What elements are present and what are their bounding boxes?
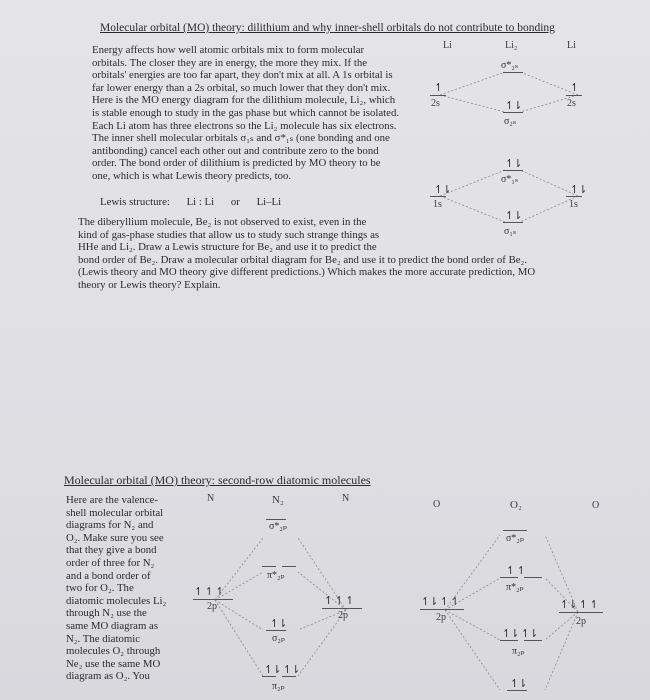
li-left-1s-label: 1s — [433, 199, 442, 210]
li2-label: Li₂ — [505, 40, 518, 51]
paragraph-line: Here is the MO energy diagram for the dilithium molecule, Li₂, which — [92, 94, 396, 107]
o2-pi-star-level-a — [500, 577, 518, 578]
o2-pi-2p-electrons: ↿⇂ ↿⇂ — [502, 627, 538, 640]
o-right-label: O — [592, 500, 600, 511]
paragraph-line: same MO diagram as — [66, 619, 159, 632]
o2-sigma-2p-electrons: ↿⇂ — [510, 677, 527, 690]
question-line: bond order of Be₂. Draw a molecular orbital diagram for Be₂ and use it to predict the bond order of Be₂. — [78, 253, 528, 266]
o-left-label: O — [433, 499, 441, 510]
sigma-2s-label: σ₂ₛ — [504, 116, 517, 127]
n2-sigma-star-2p-label: σ*₂ₚ — [269, 521, 287, 532]
n2-label: N₂ — [272, 494, 284, 506]
paragraph-line: and a bond order of — [66, 569, 151, 582]
n-right-2p-electrons: ↿ ↿ ↿ — [324, 594, 354, 607]
paragraph-line: through N₂ use the — [66, 607, 147, 620]
li-left-2s-label: 2s — [431, 98, 440, 109]
lewis-label: Lewis structure: — [100, 196, 170, 208]
o2-pi-2p-label: π₂ₚ — [512, 646, 525, 657]
o-left-2p-level — [420, 609, 464, 610]
paragraph-line: diatomic molecules Li₂ — [66, 594, 167, 607]
paragraph-line: Ne₂ use the same MO — [66, 657, 161, 670]
lewis-form-dots: Li : Li — [186, 196, 215, 208]
n-left-2p-label: 2p — [207, 601, 217, 612]
paragraph-line: N₂. The diatomic — [66, 632, 141, 645]
connector-line — [545, 612, 578, 640]
n2-sigma-2p-electrons: ↿⇂ — [270, 617, 287, 630]
paragraph-line: Each Li atom has three electrons so the Li₂ molecule has six electrons. — [92, 119, 397, 132]
n-left-label: N — [207, 493, 215, 504]
o2-pi-level-a — [500, 640, 518, 641]
sigma-star-2s-label: σ*₂ₛ — [501, 60, 519, 71]
connector-line — [445, 610, 500, 690]
question-line: The diberyllium molecule, Be₂ is not observed to exist, even in the — [78, 216, 367, 228]
lewis-or: or — [230, 196, 240, 208]
paragraph-line: diagram as O₂. You — [66, 670, 150, 683]
o-left-2p-label: 2p — [436, 612, 446, 623]
paragraph-line: that they give a bond — [66, 544, 157, 557]
li-left-2s-electrons: ↿ — [434, 81, 443, 94]
o-right-2p-electrons: ↿⇂ ↿ ↿ — [560, 598, 598, 611]
paragraph-line: orbitals' energies are too far apart, they don't mix at all. A 1s orbital is — [92, 69, 393, 82]
paragraph-line: is stable enough to study in the gas phase but which cannot be isolated. — [92, 106, 400, 119]
o-right-2p-label: 2p — [576, 616, 586, 627]
n-right-2p-label: 2p — [338, 610, 348, 621]
o2-sigma-2p-level — [507, 690, 527, 691]
n2-sigma-2p-label: σ₂ₚ — [272, 633, 285, 644]
n2-pi-2p-label: π₂ₚ — [272, 681, 285, 692]
o-right-2p-level — [559, 612, 603, 613]
li-left-label: Li — [443, 40, 452, 51]
li-right-1s-electrons: ↿⇂ — [570, 183, 587, 196]
connector-line — [445, 610, 500, 640]
connector-line — [545, 612, 578, 690]
question-line: kind of gas-phase studies that allow us to study such strange things as — [78, 228, 380, 241]
li-right-2s-electrons: ↿ — [570, 81, 579, 94]
sigma-2s-electrons: ↿⇂ — [505, 99, 522, 112]
n2-pi-star-2p-label: π*₂ₚ — [267, 570, 285, 581]
n-right-label: N — [342, 493, 350, 504]
question-line: HHe and Li₂. Draw a Lewis structure for Be₂ and use it to predict the — [78, 241, 377, 254]
n2-pi-2p-electrons: ↿⇂ ↿⇂ — [264, 663, 300, 676]
question-line: (Lewis theory and MO theory give different predictions.) Which makes the more accurate prediction, MO — [78, 266, 536, 279]
paragraph-line: one, which is what Lewis theory predicts, too. — [92, 169, 292, 182]
paragraph-line: The inner shell molecular orbitals σ₁ₛ and σ*₁ₛ (one bonding and one — [92, 132, 390, 145]
section2-heading: Molecular orbital (MO) theory: second-row diatomic molecules — [64, 473, 371, 487]
o2-sigma-star-2p-level — [503, 530, 527, 531]
o2-pi-level-b — [524, 640, 542, 641]
lewis-form-bond: Li–Li — [256, 196, 282, 208]
paragraph-line: O₂. Make sure you see — [66, 531, 164, 544]
o-left-2p-electrons: ↿⇂ ↿ ↿ — [421, 595, 459, 608]
o2-pi-star-2p-label: π*₂ₚ — [506, 582, 524, 593]
li-left-1s-electrons: ↿⇂ — [434, 183, 451, 196]
n-left-2p-electrons: ↿ ↿ ↿ — [194, 585, 224, 598]
paragraph-line: molecules O₂ through — [66, 645, 161, 658]
paragraph-line: Here are the valence- — [66, 494, 159, 506]
paragraph-line: Energy affects how well atomic orbitals mix to form molecular — [92, 44, 365, 56]
paragraph-line: two for O₂. The — [66, 582, 134, 595]
o2-sigma-star-2p-label: σ*₂ₚ — [506, 533, 524, 544]
question-line: theory or Lewis theory? Explain. — [78, 278, 221, 291]
li-right-2s-label: 2s — [567, 98, 576, 109]
paragraph-line: shell molecular orbital — [66, 506, 164, 519]
sigma-star-1s-label: σ*₁ₛ — [501, 174, 519, 185]
paragraph-line: order. The bond order of dilithium is predicted by MO theory to be — [92, 157, 381, 170]
li-right-1s-label: 1s — [569, 199, 578, 210]
o2-pi-star-electrons: ↿ ↿ — [506, 564, 525, 577]
paragraph-line: order of three for N₂ — [66, 556, 155, 569]
li-right-label: Li — [567, 40, 576, 51]
section1-heading: Molecular orbital (MO) theory: dilithium and why inner-shell orbitals do not contribute to bonding — [100, 22, 555, 34]
sigma-1s-electrons: ↿⇂ — [505, 209, 522, 222]
sigma-1s-label: σ₁ₛ — [504, 226, 517, 237]
sigma-star-1s-electrons: ↿⇂ — [505, 157, 522, 170]
paragraph-line: antibonding) cancel each other out and contribute zero to the bond — [92, 144, 379, 157]
paragraph-line: diagrams for N₂ and — [66, 519, 154, 532]
paragraph-line: far lower energy than a 2s orbital, so much lower that they don't mix. — [92, 81, 391, 94]
o2-pi-star-level-b — [524, 577, 542, 578]
paragraph-line: orbitals. The closer they are in energy, the more they mix. If the — [92, 56, 368, 69]
o2-label: O₂ — [510, 499, 522, 511]
